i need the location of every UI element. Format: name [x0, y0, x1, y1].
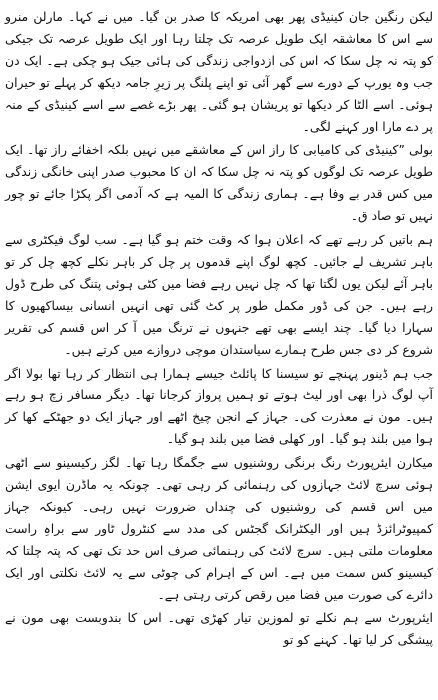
paragraph: لیکن رنگین جان کینیڈی پھر بھی امریکہ کا صدر بن گیا۔ میں نے کہا۔ مارلن منرو سے اس کا معاشقہ ایک طویل عرصہ تک چلتا رہا اور ایک طویل عرصہ تک جیکی کو پتہ نہ چل سکا کہ اس کی ازدواجی زندگی کی ہائی جیک ہو چکی ہے۔ ایک دن جب وہ یورپ کے دورے سے گھر آئی تو اپنے پلنگ پر زیرِ جامہ دیکھ کر پہلے تو حیران ہوئی۔ اسے الٹا کر دیکھا تو پریشان ہو گئی۔ پھر بڑے غصے سے اسے کینیڈی کے منہ پر دے مارا اور کہنے لگی۔ — [5, 9, 433, 134]
paragraph: ہم باتیں کر رہے تھے کہ اعلان ہوا کہ وقت ختم ہو گیا ہے۔ سب لوگ فیکٹری سے باہر تشریف لے جائیں۔ کچھ لوگ اپنے قدموں پر چل کر باہر نکلے کچھ چل کر تو باہر آئے لیکن یوں لگتا تھا کہ چل نہیں رہے فضا میں کٹی ہوئی پتنگ کی طرح ڈول رہے ہیں۔ جن کی ڈور مکمل طور پر کٹ گئی تھی انہیں انسانی بیساکھیوں کا سہارا دیا گیا۔ چند ایسے بھی تھے جنہوں نے ترنگ میں آ کر اس قسم کی تقریر شروع کر دی جس طرح ہمارے سیاستدان موچی دروازے میں کرتے ہیں۔ — [5, 232, 433, 357]
paragraph: بولی ”کینیڈی کی کامیابی کا راز اس کے معاشقے میں نہیں بلکہ اخفائے راز تھا۔ ایک طویل عرصہ تک لوگوں کو پتہ نہ چل سکا کہ ان کا محبوب صدر اپنی خانگی زندگی میں کس قدر بے وفا ہے۔ ہماری زندگی کا المیہ ہے کہ آدمی اگر پکڑا جائے تو چور نہیں تو صاد ق۔ — [5, 142, 433, 224]
paragraph: میکارن ایئرپورٹ رنگ برنگی روشنیوں سے جگمگا رہا تھا۔ لگز رکیسینو سے اٹھی ہوئی سرچ لائٹ جہازوں کی رہنمائی کر رہی تھی۔ چونکہ یہ ماڈرن ایوی ایشن میں اس قسم کی روشنیوں کی چنداں ضرورت نہیں رہی۔ کیونکہ جہاز کمپیوٹرائزڈ ہیں اور الیکٹرانک گجٹس کی مدد سے کنٹرول ٹاور سے براہِ راست معلومات ملتی ہیں۔ سرچ لائٹ کی رہنمائی صرف اس حد تک تھی کہ پتہ چلتا کہ کیسینو کس سمت میں ہے۔ اس کے اہرام کی چوٹی سے یہ لائٹ نکلتی اور ایک دائرے کی صورت میں فضا میں رقص کرتی رہتی ہے۔ — [5, 455, 433, 602]
paragraph: ایئرپورٹ سے ہم نکلے تو لموزین تیار کھڑی تھی۔ اس کا بندوبست بھی مون نے پیشگی کر لیا تھا۔ کہنے کو تو — [5, 610, 433, 648]
paragraph: جب ہم ڈینور پہنچے تو سیسنا کا پائلٹ جیسے ہمارا ہی انتظار کر رہا تھا بولا اگر آپ لوگ ذرا بھی اور لیٹ ہوتے تو ہمیں پرواز کرجانا تھا۔ دیگر مسافر زچ ہو رہے ہیں۔ مون نے معذرت کی۔ جہاز کے انجن چیخ اٹھے اور جہاز ایک دو جھٹکے کھا کر ہوا میں بلند ہو گیا۔ اور کھلی فضا میں بلند ہو گیا۔ — [5, 365, 433, 447]
